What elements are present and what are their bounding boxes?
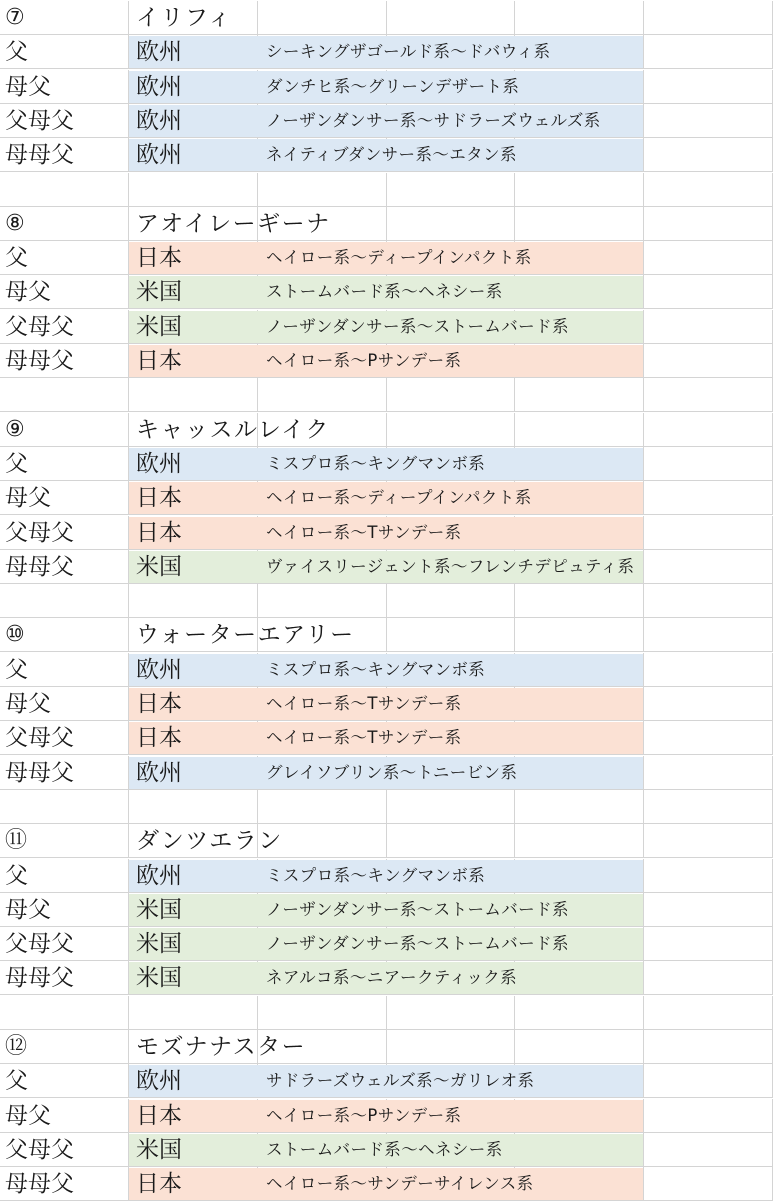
grid-cell[interactable] xyxy=(258,584,387,618)
lineage-text: ミスプロ系～キングマンボ系 xyxy=(266,659,486,679)
pedigree-position-label: 母父 xyxy=(5,73,51,100)
grid-cell[interactable] xyxy=(258,173,387,207)
pedigree-row xyxy=(0,344,773,378)
region-label: 日本 xyxy=(136,485,182,512)
horse-header-row xyxy=(0,618,773,652)
pedigree-row xyxy=(0,275,773,309)
grid-cell[interactable] xyxy=(644,70,773,104)
grid-cell[interactable] xyxy=(644,104,773,138)
horse-name: ウォーターエアリー xyxy=(136,622,355,649)
grid-cell[interactable] xyxy=(644,687,773,721)
lineage-text: ヘイロー系～Tサンデー系 xyxy=(266,694,462,713)
pedigree-row xyxy=(0,1133,773,1167)
lineage-text: ヘイロー系～ディープインパクト系 xyxy=(266,488,532,508)
grid-cell[interactable] xyxy=(0,584,129,618)
pedigree-position-label: 母母父 xyxy=(5,965,74,992)
pedigree-position-label: 父母父 xyxy=(5,107,74,134)
region-label: 欧州 xyxy=(136,142,182,169)
pedigree-row xyxy=(0,70,773,104)
region-label: 日本 xyxy=(136,725,182,752)
grid-cell[interactable] xyxy=(644,790,773,824)
grid-cell[interactable] xyxy=(644,1167,773,1201)
pedigree-position-label: 父母父 xyxy=(5,725,74,752)
horse-name: イリフィ xyxy=(136,5,233,31)
horse-name: ダンツエラン xyxy=(136,828,283,855)
horse-header-row xyxy=(0,207,773,241)
pedigree-position-label: 母父 xyxy=(5,485,51,512)
grid-cell[interactable] xyxy=(644,275,773,309)
grid-cell[interactable] xyxy=(644,310,773,344)
grid-cell[interactable] xyxy=(515,618,644,652)
pedigree-row xyxy=(0,35,773,69)
region-label: 日本 xyxy=(136,348,182,374)
grid-cell[interactable] xyxy=(0,378,129,412)
grid-cell[interactable] xyxy=(0,790,129,824)
region-label: 米国 xyxy=(136,1136,182,1163)
lineage-text: シーキングザゴールド系～ドバウィ系 xyxy=(266,42,551,62)
grid-cell[interactable] xyxy=(387,173,515,207)
pedigree-row xyxy=(0,927,773,961)
blank-row xyxy=(0,378,773,412)
grid-cell[interactable] xyxy=(515,824,644,858)
blank-row xyxy=(0,790,773,824)
lineage-text: サドラーズウェルズ系～ガリレオ系 xyxy=(266,1071,535,1091)
horse-name: アオイレーギーナ xyxy=(136,210,331,237)
lineage-text: ストームバード系～ヘネシー系 xyxy=(266,282,503,302)
lineage-text: ミスプロ系～キングマンボ系 xyxy=(266,453,486,473)
grid-cell[interactable] xyxy=(515,413,644,447)
lineage-text: ヘイロー系～サンデーサイレンス系 xyxy=(266,1174,534,1194)
grid-cell[interactable] xyxy=(129,378,258,412)
region-label: 米国 xyxy=(136,931,182,958)
grid-cell[interactable] xyxy=(129,584,258,618)
lineage-text: ノーザンダンサー系～ストームバード系 xyxy=(266,934,569,954)
grid-cell[interactable] xyxy=(387,996,515,1030)
lineage-text: ストームバード系～ヘネシー系 xyxy=(266,1139,503,1159)
horse-number: ⑪ xyxy=(5,828,28,854)
lineage-text: ネイティブダンサー系～エタン系 xyxy=(266,145,517,165)
pedigree-position-label: 母母父 xyxy=(5,142,74,169)
grid-cell[interactable] xyxy=(0,173,129,207)
lineage-text: グレイソブリン系～トニービン系 xyxy=(266,762,518,782)
grid-cell[interactable] xyxy=(644,756,773,790)
grid-cell[interactable] xyxy=(0,996,129,1030)
pedigree-position-label: 母母父 xyxy=(5,553,74,580)
pedigree-position-label: 父 xyxy=(5,656,28,683)
grid-cell[interactable] xyxy=(644,824,773,858)
region-label: 日本 xyxy=(136,1102,182,1129)
grid-cell[interactable] xyxy=(644,378,773,412)
pedigree-position-label: 母母父 xyxy=(5,1171,74,1198)
grid-cell[interactable] xyxy=(515,173,644,207)
grid-cell[interactable] xyxy=(644,893,773,927)
region-label: 米国 xyxy=(136,965,182,992)
lineage-text: ヘイロー系～Pサンデー系 xyxy=(266,351,462,370)
grid-cell[interactable] xyxy=(644,1133,773,1167)
pedigree-position-label: 父母父 xyxy=(5,313,74,340)
grid-cell[interactable] xyxy=(387,790,515,824)
grid-cell[interactable] xyxy=(515,790,644,824)
region-label: 欧州 xyxy=(136,450,182,477)
grid-cell[interactable] xyxy=(644,584,773,618)
grid-cell[interactable] xyxy=(129,996,258,1030)
grid-cell[interactable] xyxy=(129,790,258,824)
lineage-text: ヘイロー系～Tサンデー系 xyxy=(266,522,462,542)
region-label: 欧州 xyxy=(136,39,182,66)
pedigree-row xyxy=(0,104,773,138)
grid-cell[interactable] xyxy=(644,927,773,961)
grid-cell[interactable] xyxy=(644,344,773,378)
lineage-text: ネアルコ系～ニアークティック系 xyxy=(266,968,518,988)
pedigree-row xyxy=(0,481,773,515)
pedigree-row xyxy=(0,653,773,687)
grid-cell[interactable] xyxy=(129,173,258,207)
horse-header-row xyxy=(0,413,773,447)
grid-cell[interactable] xyxy=(387,1,515,35)
horse-header-row xyxy=(0,824,773,858)
region-label: 米国 xyxy=(136,279,182,306)
grid-cell[interactable] xyxy=(258,996,387,1030)
region-label: 日本 xyxy=(136,691,182,717)
grid-cell[interactable] xyxy=(387,618,515,652)
grid-cell[interactable] xyxy=(258,1,387,35)
region-label: 日本 xyxy=(136,519,182,546)
grid-cell[interactable] xyxy=(515,207,644,241)
pedigree-row xyxy=(0,961,773,995)
grid-cell[interactable] xyxy=(387,413,515,447)
grid-cell[interactable] xyxy=(644,1099,773,1133)
grid-cell[interactable] xyxy=(515,1030,644,1064)
region-label: 欧州 xyxy=(136,107,182,134)
pedigree-row xyxy=(0,1167,773,1201)
lineage-text: ノーザンダンサー系～ストームバード系 xyxy=(266,899,569,919)
pedigree-row xyxy=(0,893,773,927)
region-label: 欧州 xyxy=(136,759,182,786)
pedigree-position-label: 父 xyxy=(5,862,28,889)
pedigree-row xyxy=(0,859,773,893)
lineage-text: ヴァイスリージェント系～フレンチデピュティ系 xyxy=(266,556,635,576)
lineage-text: ヘイロー系～ディープインパクト系 xyxy=(266,248,532,268)
grid-cell[interactable] xyxy=(515,1,644,35)
pedigree-row xyxy=(0,241,773,275)
pedigree-row xyxy=(0,447,773,481)
lineage-text: ダンチヒ系～グリーンデザート系 xyxy=(266,76,520,96)
grid-cell[interactable] xyxy=(644,1030,773,1064)
pedigree-position-label: 父 xyxy=(5,450,28,477)
grid-cell[interactable] xyxy=(387,207,515,241)
pedigree-row xyxy=(0,1099,773,1133)
grid-cell[interactable] xyxy=(644,961,773,995)
grid-cell[interactable] xyxy=(644,1064,773,1098)
region-label: 日本 xyxy=(136,245,182,272)
pedigree-row xyxy=(0,687,773,721)
pedigree-position-label: 父 xyxy=(5,245,28,272)
grid-cell[interactable] xyxy=(258,378,387,412)
pedigree-position-label: 父 xyxy=(5,39,28,66)
lineage-text: ノーザンダンサー系～ストームバード系 xyxy=(266,316,569,336)
pedigree-row xyxy=(0,550,773,584)
grid-cell[interactable] xyxy=(644,173,773,207)
horse-header-row xyxy=(0,1,773,35)
grid-cell[interactable] xyxy=(644,653,773,687)
horse-number: ⑩ xyxy=(5,622,25,648)
pedigree-row xyxy=(0,310,773,344)
horse-number: ⑦ xyxy=(5,5,25,30)
horse-name: モズナナスター xyxy=(136,1034,307,1060)
region-label: 欧州 xyxy=(136,73,182,100)
grid-cell[interactable] xyxy=(644,550,773,584)
horse-number: ⑧ xyxy=(5,210,25,236)
horse-number: ⑫ xyxy=(5,1034,28,1059)
pedigree-position-label: 父母父 xyxy=(5,519,74,546)
grid-cell[interactable] xyxy=(644,413,773,447)
pedigree-position-label: 母父 xyxy=(5,691,51,717)
blank-row xyxy=(0,584,773,618)
pedigree-position-label: 母父 xyxy=(5,279,51,306)
grid-cell[interactable] xyxy=(644,721,773,755)
blank-row xyxy=(0,173,773,207)
lineage-text: ミスプロ系～キングマンボ系 xyxy=(266,865,486,885)
grid-cell[interactable] xyxy=(644,241,773,275)
pedigree-position-label: 父母父 xyxy=(5,931,74,958)
pedigree-row xyxy=(0,516,773,550)
grid-cell[interactable] xyxy=(387,378,515,412)
pedigree-position-label: 父 xyxy=(5,1068,28,1095)
grid-cell[interactable] xyxy=(515,584,644,618)
grid-cell[interactable] xyxy=(387,584,515,618)
pedigree-row xyxy=(0,756,773,790)
grid-cell[interactable] xyxy=(644,996,773,1030)
pedigree-position-label: 母父 xyxy=(5,896,51,923)
pedigree-position-label: 母母父 xyxy=(5,759,74,786)
region-label: 欧州 xyxy=(136,862,182,889)
grid-cell[interactable] xyxy=(644,481,773,515)
grid-cell[interactable] xyxy=(644,207,773,241)
grid-cell[interactable] xyxy=(644,1,773,35)
grid-cell[interactable] xyxy=(644,859,773,893)
lineage-text: ヘイロー系～Tサンデー系 xyxy=(266,728,462,748)
horse-name: キャッスルレイク xyxy=(136,416,330,443)
horse-number: ⑨ xyxy=(5,416,25,442)
region-label: 日本 xyxy=(136,1171,182,1198)
pedigree-position-label: 母父 xyxy=(5,1102,51,1129)
grid-cell[interactable] xyxy=(644,618,773,652)
pedigree-position-label: 父母父 xyxy=(5,1136,74,1163)
grid-cell[interactable] xyxy=(644,35,773,69)
grid-cell[interactable] xyxy=(644,516,773,550)
grid-cell[interactable] xyxy=(644,138,773,172)
grid-cell[interactable] xyxy=(515,996,644,1030)
pedigree-row xyxy=(0,1064,773,1098)
lineage-text: ノーザンダンサー系～サドラーズウェルズ系 xyxy=(266,110,601,130)
grid-cell[interactable] xyxy=(644,447,773,481)
region-label: 米国 xyxy=(136,313,182,340)
pedigree-row xyxy=(0,721,773,755)
grid-cell[interactable] xyxy=(387,824,515,858)
region-label: 米国 xyxy=(136,553,182,580)
horse-header-row xyxy=(0,1030,773,1064)
blank-row xyxy=(0,996,773,1030)
region-label: 欧州 xyxy=(136,1068,182,1095)
region-label: 欧州 xyxy=(136,656,182,683)
pedigree-position-label: 母母父 xyxy=(5,348,74,374)
grid-cell[interactable] xyxy=(387,1030,515,1064)
grid-cell[interactable] xyxy=(515,378,644,412)
grid-cell[interactable] xyxy=(258,790,387,824)
lineage-text: ヘイロー系～Pサンデー系 xyxy=(266,1105,462,1125)
pedigree-row xyxy=(0,138,773,172)
region-label: 米国 xyxy=(136,896,182,923)
